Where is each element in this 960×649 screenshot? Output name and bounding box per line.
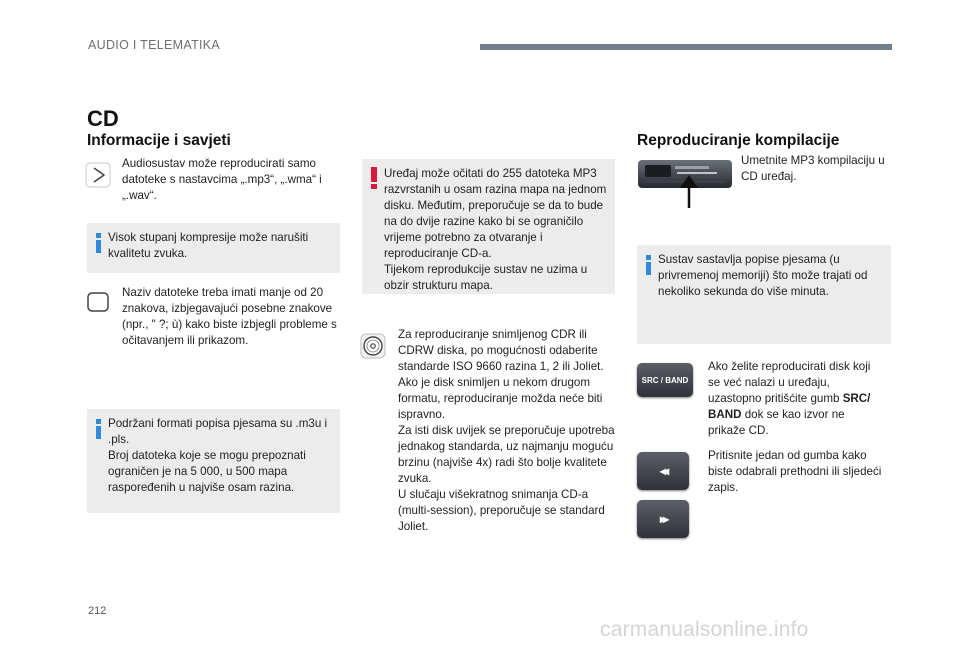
src-band-text-bold: SRC/ BAND	[708, 392, 871, 421]
watermark: carmanualsonline.info	[600, 618, 809, 641]
playlist-info-box	[637, 245, 891, 344]
warning-box	[362, 159, 615, 294]
previous-track-button[interactable]	[637, 452, 689, 490]
note-icon	[85, 290, 111, 314]
playlist-info-text: Sustav sastavlja popise pjesama (u privremenoj memoriji) što može trajati od nekoliko sekunda do više minuta.	[658, 253, 868, 298]
warning-text: Uređaj može očitati do 255 datoteka MP3 razvrstanih u osam razina mapa na jednom disku. Međutim, preporučuje se da to bude na do dvije razine kako bi se ograničilo vrijeme potrebno za otvaranje i reproduciranje CD-a. Tijekom reprodukcije sustav ne uzima u obzir strukturu mapa.	[384, 167, 607, 292]
header-title: AUDIO I TELEMATIKA	[88, 38, 221, 52]
cdr-note: Za reproduciranje snimljenog CDR ili CDRW diska, po mogućnosti odaberite standarde ISO 9660 razina 1, 2 ili Joliet. Ako je disk snimljen u nekom drugom formatu, reproduciranje možda neće biti ispravno. Za isti disk uvijek se preporučuje upotreba jednakog standarda, uz najmanju moguću brzinu (najviše 4x) radi što bolje kvalitete zvuka. U slučaju višekratnog snimanja CD-a (multi-session), preporučuje se standard Joliet.	[398, 328, 615, 533]
fast-forward-icon: ▸▸	[659, 512, 667, 526]
next-track-button[interactable]	[637, 500, 689, 538]
compression-info-text: Visok stupanj kompresije može narušiti kvalitetu zvuka.	[108, 231, 309, 260]
play-note: Audiosustav može reproducirati samo datoteke s nastavcima „.mp3“, „.wma“ i „.wav“.	[122, 157, 322, 202]
track-select-text: Pritisnite jedan od gumba kako biste odabrali prethodni ili sljedeći zapis.	[708, 449, 882, 494]
header-bar	[480, 44, 892, 50]
info-icon	[95, 233, 102, 253]
rewind-icon: ◂◂	[659, 464, 667, 478]
cd-player-image	[637, 158, 733, 210]
disc-icon	[360, 333, 386, 359]
src-band-button-label: SRC / BAND	[641, 375, 689, 385]
formats-info-box	[87, 409, 340, 513]
src-band-text-part1: Ako želite reproducirati disk koji se već nalazi u uređaju, uzastopno pritišćite gumb	[708, 360, 871, 405]
src-band-text	[708, 359, 883, 439]
src-band-button[interactable]	[637, 363, 693, 397]
section-heading-info: Informacije i savjeti	[87, 132, 231, 149]
page-number: 212	[88, 605, 107, 617]
section-heading-compilation: Reproduciranje kompilacije	[637, 132, 840, 149]
src-band-text-part2: dok se kao izvor ne prikaže CD.	[708, 408, 845, 437]
play-icon	[85, 162, 111, 188]
info-icon	[95, 419, 102, 439]
compression-info-box	[87, 223, 340, 273]
page-title: CD	[87, 106, 119, 131]
info-icon	[645, 255, 652, 275]
insert-compilation-text: Umetnite MP3 kompilaciju u CD uređaj.	[741, 154, 885, 183]
warning-icon	[370, 167, 378, 189]
formats-info-text: Podržani formati popisa pjesama su .m3u i .pls. Broj datoteka koje se mogu prepoznati ograničen je na 5 000, u 500 mapa raspoređenih u najviše osam razina.	[108, 417, 328, 494]
filename-note: Naziv datoteke treba imati manje od 20 znakova, izbjegavajući posebne znakove (npr., " ?; ù) kako biste izbjegli probleme s očitavanjem ili prikazom.	[122, 286, 337, 347]
